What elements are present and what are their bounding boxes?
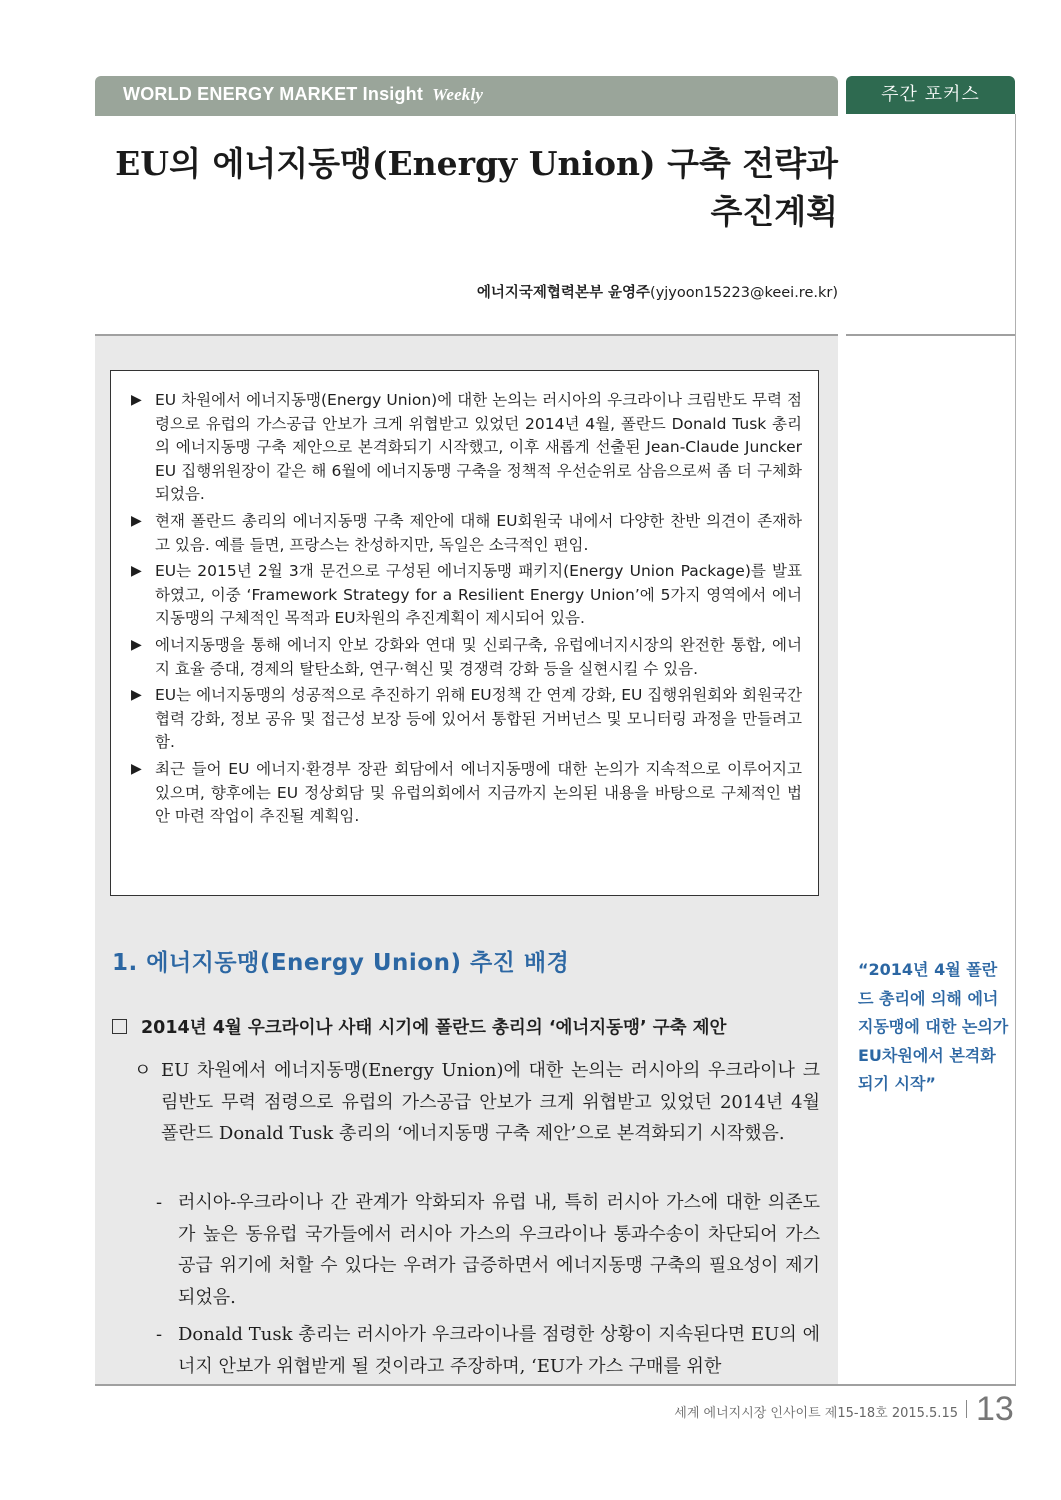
right-margin-rule: [1015, 114, 1016, 1386]
summary-item-text: 최근 들어 EU 에너지·환경부 장관 회담에서 에너지동맹에 대한 논의가 지속적으로 이루어지고 있으며, 향후에는 EU 정상회담 및 유럽의회에서 지금까지 논의된 내용을 바탕으로 구체적인 법안 마련 작업이 추진될 계획임.: [155, 759, 802, 826]
checkbox-square-icon: [112, 1019, 127, 1034]
triangle-bullet-icon: ▶: [131, 687, 142, 704]
section-heading: 1. 에너지동맹(Energy Union) 추진 배경: [112, 950, 570, 976]
dash-paragraph: [156, 1187, 820, 1313]
dash-paragraph-text: 러시아-우크라이나 간 관계가 악화되자 유럽 내, 특히 러시아 가스에 대한 의존도가 높은 동유럽 국가들에서 러시아 가스의 우크라이나 통과수송이 차단되어 가스공급 위기에 처할 수 있다는 우려가 급증하면서 에너지동맹 구축의 필요성이 제기되었음.: [178, 1192, 820, 1308]
summary-item-text: 에너지동맹을 통해 에너지 안보 강화와 연대 및 신뢰구축, 유럽에너지시장의 완전한 통합, 에너지 효율 증대, 경제의 탈탄소화, 연구·혁신 및 경쟁력 강화 등을 실현시킬 수 있음.: [155, 635, 802, 678]
subsection-heading-text: 2014년 4월 우크라이나 사태 시기에 폴란드 총리의 ‘에너지동맹’ 구축 제안: [141, 1018, 727, 1038]
header-divider: [95, 114, 838, 116]
author-name: 에너지국제협력본부 윤영주: [476, 285, 651, 301]
circle-bullet-icon: ㅇ: [134, 1060, 152, 1081]
summary-item: [131, 758, 802, 829]
summary-item: [131, 510, 802, 557]
summary-item-text: EU 차원에서 에너지동맹(Energy Union)에 대한 논의는 러시아의 우크라이나 크림반도 무력 점령으로 유럽의 가스공급 안보가 크게 위협받고 있었던 2014년 4월, 폴란드 Donald Tusk 총리의 에너지동맹 구축 제안으로 본격화되기 시작했고, 이후 새롭게 선출된 Jean-Claude Juncker EU 집행위원장이 같은 해 6월에 에너지동맹 구축을 정책적 우선순위로 삼음으로써 좀 더 구체화 되었음.: [155, 391, 802, 504]
article-title-line1: EU의 에너지동맹(Energy Union) 구축 전략과: [115, 144, 838, 183]
triangle-bullet-icon: ▶: [131, 760, 142, 777]
footer-separator: [966, 1400, 967, 1418]
dash-paragraph: [156, 1319, 820, 1382]
side-divider: [846, 334, 1015, 336]
summary-box: [110, 370, 819, 896]
summary-item-text: EU는 에너지동맹의 성공적으로 추진하기 위해 EU정책 간 연계 강화, EU 집행위원회와 회원국간 협력 강화, 정보 공유 및 접근성 보장 등에 있어서 통합된 거버넌스 및 모니터링 과정을 만들려고 함.: [155, 686, 802, 752]
series-title: [123, 84, 483, 105]
subsection-heading: [112, 1014, 822, 1039]
summary-item: [131, 560, 802, 631]
publication-info: 세계 에너지시장 인사이트 제15-18호 2015.5.15: [674, 1406, 958, 1421]
body-paragraph: [134, 1055, 820, 1150]
series-title-main: WORLD ENERGY MARKET Insight: [123, 84, 424, 104]
pull-quote: “2014년 4월 폴란드 총리에 의해 에너지동맹에 대한 논의가 EU차원에서 본격화되기 시작”: [858, 960, 1009, 1093]
body-paragraph-text: EU 차원에서 에너지동맹(Energy Union)에 대한 논의는 러시아의 우크라이나 크림반도 무력 점령으로 유럽의 가스공급 안보가 크게 위협받고 있었던 2014년 4월 폴란드 Donald Tusk 총리의 ‘에너지동맹 구축 제안’으로 본격화되기 시작했음.: [161, 1060, 820, 1144]
author-email: (yjyoon15223@keei.re.kr): [650, 285, 838, 301]
summary-item: [131, 389, 802, 507]
article-title: [95, 140, 838, 236]
footer-divider: [95, 1384, 1016, 1386]
triangle-bullet-icon: ▶: [131, 636, 142, 653]
page-number: 13: [976, 1390, 1014, 1428]
summary-item-text: EU는 2015년 2월 3개 문건으로 구성된 에너지동맹 패키지(Energy Union Package)를 발표하였고, 이중 ‘Framework Strategy for a Resilient Energy Union’에 5가지 영역에서 에너지동맹의 구체적인 목적과 EU차원의 추진계획이 제시되어 있음.: [155, 562, 802, 628]
article-title-line2: 추진계획: [710, 192, 838, 231]
summary-item-text: 현재 폴란드 총리의 에너지동맹 구축 제안에 대해 EU회원국 내에서 다양한 찬반 의견이 존재하고 있음. 예를 들면, 프랑스는 찬성하지만, 독일은 소극적인 편임.: [155, 511, 802, 554]
triangle-bullet-icon: ▶: [131, 392, 142, 408]
series-header-bar: [95, 76, 838, 114]
author-line: [95, 281, 838, 302]
dash-bullet-icon: -: [156, 1192, 163, 1213]
dash-bullet-icon: -: [156, 1324, 163, 1345]
section-tag: 주간 포커스: [846, 76, 1015, 114]
triangle-bullet-icon: ▶: [131, 512, 142, 529]
dash-paragraph-text: Donald Tusk 총리는 러시아가 우크라이나를 점령한 상황이 지속된다면 EU의 에너지 안보가 위협받게 될 것이라고 주장하며, ‘EU가 가스 구매를 위한: [178, 1324, 820, 1377]
summary-item: [131, 634, 802, 681]
summary-item: [131, 684, 802, 755]
triangle-bullet-icon: ▶: [131, 563, 142, 580]
series-title-weekly: Weekly: [432, 85, 484, 104]
